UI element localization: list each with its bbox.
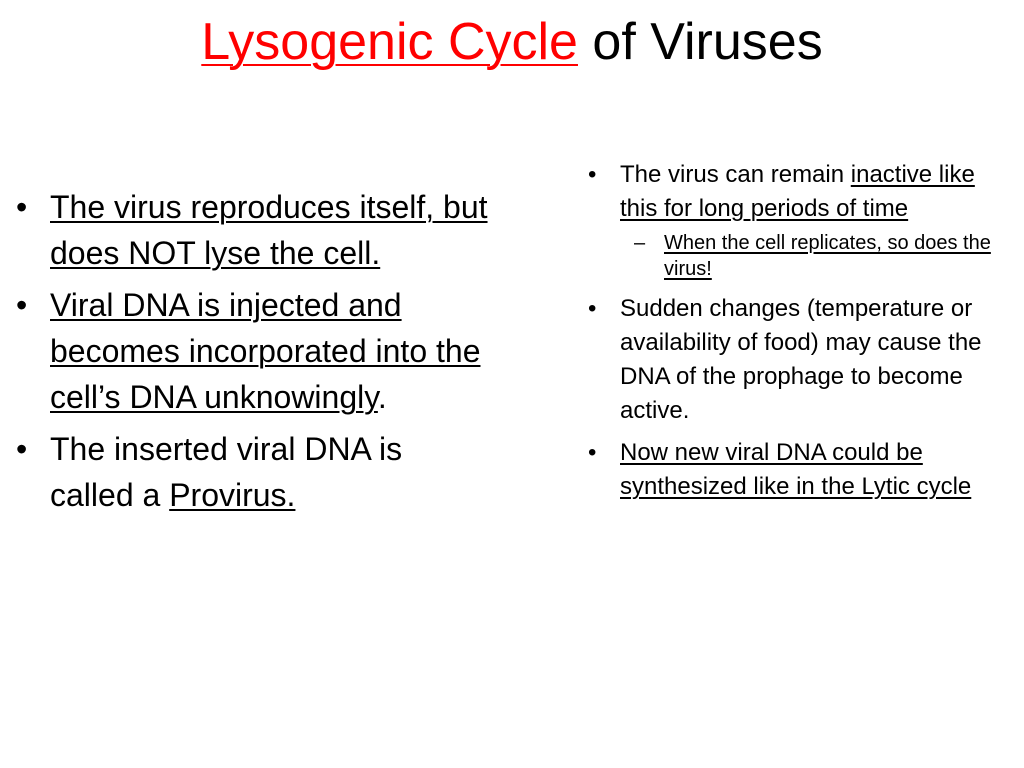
right-bullet-list [576, 158, 996, 504]
left-bullet-3-plain: The inserted viral DNA is called a [50, 431, 403, 513]
bullet-icon: • [16, 189, 28, 225]
right-bullet-1-underlined: inactive like this for long periods of time [620, 161, 975, 222]
left-column [12, 184, 492, 524]
slide-title [0, 10, 1024, 74]
right-bullet-1-plain: The virus can remain [620, 161, 851, 188]
right-bullet-3-underlined: Now new viral DNA could be synthesized like in the Lytic cycle [620, 439, 972, 500]
right-sub-bullet-1-underlined: When the cell replicates, so does the virus! [664, 232, 991, 280]
bullet-icon: • [588, 295, 597, 322]
left-bullet-2 [12, 282, 492, 420]
title-rest: of Viruses [577, 13, 823, 71]
bullet-icon: • [16, 431, 28, 467]
bullet-icon: • [16, 287, 28, 323]
left-bullet-3-underlined: Provirus. [169, 477, 296, 513]
left-bullet-1-underlined: The virus reproduces itself, but does NOT lyse the cell. [50, 189, 488, 271]
left-bullet-3 [12, 426, 492, 518]
right-bullet-1 [576, 158, 996, 226]
dash-bullet-icon: – [634, 232, 646, 254]
bullet-icon: • [588, 439, 597, 466]
right-bullet-2 [576, 292, 996, 428]
left-bullet-list [12, 184, 492, 518]
left-bullet-2-plain: . [377, 379, 387, 415]
title-highlight: Lysogenic Cycle [201, 13, 578, 71]
right-bullet-3 [576, 436, 996, 504]
bullet-icon: • [588, 161, 597, 188]
left-bullet-1 [12, 184, 492, 276]
right-bullet-2-plain: Sudden changes (temperature or availability of food) may cause the DNA of the prophage to become active. [620, 295, 982, 424]
right-sub-bullet-1 [576, 230, 996, 282]
left-bullet-2-underlined: Viral DNA is injected and becomes incorporated into the cell’s DNA unknowingly [50, 287, 481, 415]
right-column [576, 158, 996, 512]
